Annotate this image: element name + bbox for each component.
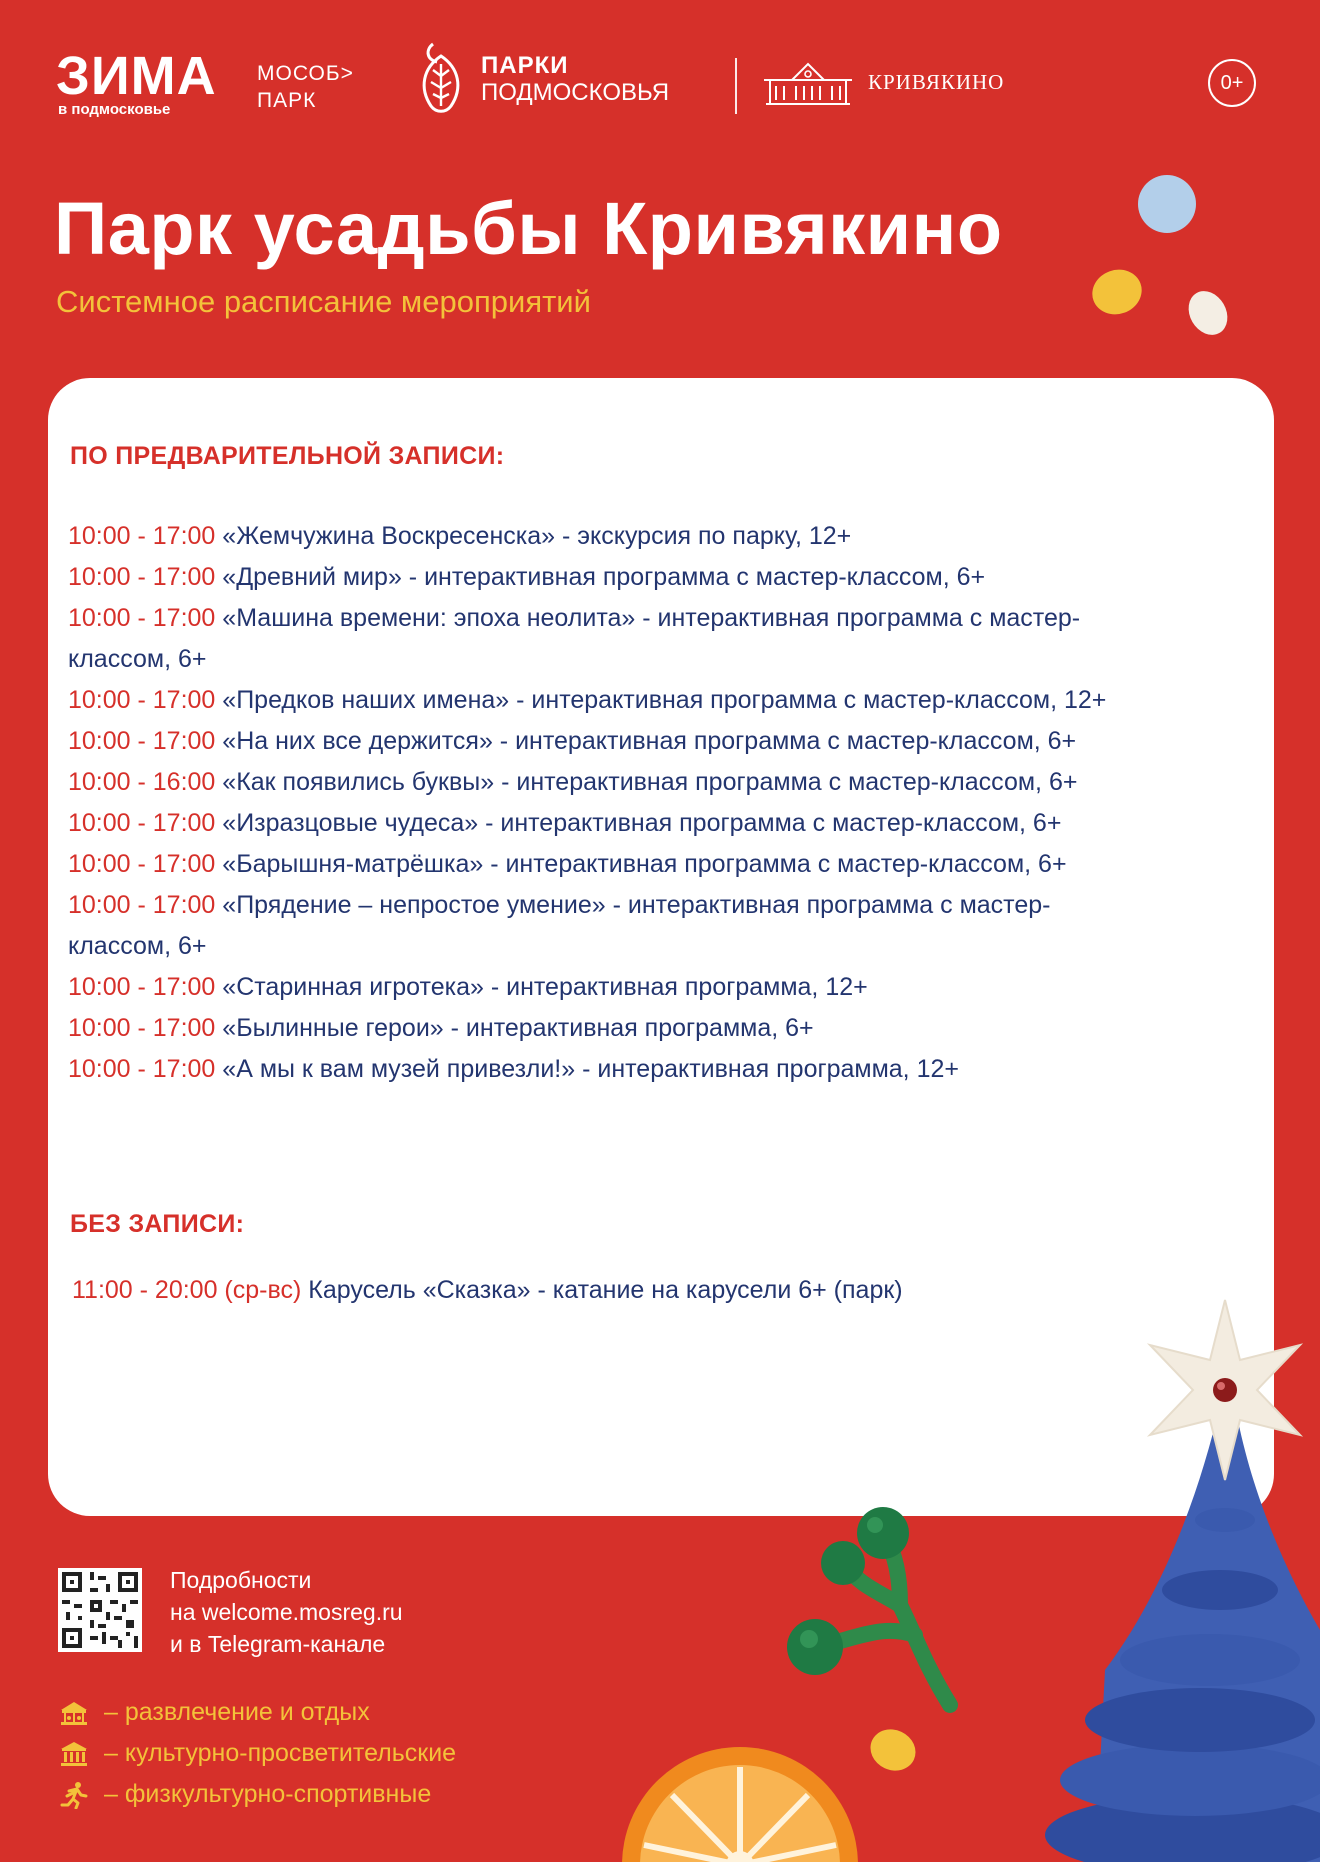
event-text: «Как появились буквы» - интерактивная программа с мастер-классом, 6+ xyxy=(215,768,1078,796)
mosobpark-logo-line2: ПАРК xyxy=(257,89,317,112)
mosobpark-logo-line1: МОСОБ> xyxy=(257,62,354,85)
legend xyxy=(56,1692,456,1815)
zima-logo xyxy=(56,46,217,118)
event-text: «Барышня-матрёшка» - интерактивная программа с мастер-классом, 6+ xyxy=(215,850,1067,878)
zima-logo-subtitle: в подмосковье xyxy=(58,101,171,118)
event-time: 10:00 - 17:00 xyxy=(68,1055,216,1083)
event-item xyxy=(68,844,1258,885)
qr-code[interactable] xyxy=(58,1568,142,1652)
free-heading: БЕЗ ЗАПИСИ: xyxy=(70,1210,245,1238)
event-item xyxy=(68,680,1128,721)
event-text: «А мы к вам музей привезли!» - интерактивная программа, 12+ xyxy=(215,1055,959,1083)
krivyakino-logo-name: КРИВЯКИНО xyxy=(868,69,1005,94)
event-item xyxy=(68,1049,1258,1090)
museum-icon xyxy=(56,1739,92,1769)
manor-house-icon xyxy=(762,56,854,108)
decor-dot xyxy=(1086,263,1148,321)
page-title: Парк усадьбы Кривякино xyxy=(54,187,1003,270)
event-item xyxy=(68,885,1108,967)
event-item xyxy=(68,721,1258,762)
prereg-heading: ПО ПРЕДВАРИТЕЛЬНОЙ ЗАПИСИ: xyxy=(70,442,505,470)
page-subtitle: Системное расписание мероприятий xyxy=(56,284,591,319)
event-item xyxy=(68,598,1148,680)
decor-dot xyxy=(1138,175,1196,233)
legend-label: – физкультурно-спортивные xyxy=(104,1780,432,1808)
details-line[interactable]: на welcome.mosreg.ru xyxy=(170,1599,403,1625)
legend-item xyxy=(56,1733,456,1774)
event-time: 11:00 - 20:00 (ср-вс) xyxy=(72,1276,302,1304)
event-text: «Былинные герои» - интерактивная программа, 6+ xyxy=(215,1014,814,1042)
running-person-icon xyxy=(56,1780,92,1810)
event-text: «Древний мир» - интерактивная программа с мастер-классом, 6+ xyxy=(215,563,986,591)
event-item xyxy=(68,516,1258,557)
carousel-icon xyxy=(56,1698,92,1728)
orange-slice-illustration xyxy=(620,1745,860,1862)
details-text xyxy=(170,1564,403,1660)
event-time: 10:00 - 17:00 xyxy=(68,850,216,878)
parki-logo-line2: ПОДМОСКОВЬЯ xyxy=(481,79,670,106)
christmas-tree-illustration xyxy=(995,1290,1320,1862)
free-event-item xyxy=(72,1276,903,1305)
event-text: «Предков наших имена» - интерактивная программа с мастер-классом, 12+ xyxy=(215,686,1107,714)
event-time: 10:00 - 17:00 xyxy=(68,686,216,714)
qr-code-pattern xyxy=(58,1568,142,1652)
event-time: 10:00 - 17:00 xyxy=(68,891,216,919)
event-item xyxy=(68,967,1258,1008)
event-item xyxy=(68,803,1258,844)
prereg-event-list xyxy=(68,516,1258,1090)
age-rating-badge: 0+ xyxy=(1208,59,1256,107)
details-line: и в Telegram-канале xyxy=(170,1631,386,1657)
details-line: Подробности xyxy=(170,1567,312,1593)
berry-branch-illustration xyxy=(765,1495,965,1715)
event-time: 10:00 - 17:00 xyxy=(68,522,216,550)
krivyakino-logo xyxy=(762,56,1004,108)
decor-dot xyxy=(1181,284,1235,342)
parki-logo-line1: ПАРКИ xyxy=(481,52,569,79)
legend-item xyxy=(56,1692,456,1733)
leaf-emblem-icon xyxy=(413,40,469,118)
event-time: 10:00 - 17:00 xyxy=(68,727,216,755)
event-text: «На них все держится» - интерактивная программа с мастер-классом, 6+ xyxy=(215,727,1077,755)
event-item xyxy=(68,1008,1258,1049)
event-text: Карусель «Сказка» - катание на карусели 6+ (парк) xyxy=(301,1276,903,1304)
legend-label: – культурно-просветительские xyxy=(104,1739,457,1767)
event-time: 10:00 - 17:00 xyxy=(68,973,216,1001)
event-text: «Жемчужина Воскресенска» - экскурсия по парку, 12+ xyxy=(215,522,852,550)
event-text: «Прядение – непростое умение» - интерактивная программа с мастер-классом, 6+ xyxy=(68,891,1051,960)
event-time: 10:00 - 17:00 xyxy=(68,563,216,591)
event-text: «Машина времени: эпоха неолита» - интерактивная программа с мастер-классом, 6+ xyxy=(68,604,1081,673)
legend-item xyxy=(56,1774,456,1815)
event-time: 10:00 - 17:00 xyxy=(68,809,216,837)
legend-label: – развлечение и отдых xyxy=(104,1698,370,1726)
event-text: «Изразцовые чудеса» - интерактивная программа с мастер-классом, 6+ xyxy=(215,809,1062,837)
zima-logo-title: ЗИМА xyxy=(56,46,217,106)
event-item xyxy=(68,557,1258,598)
decor-dot xyxy=(864,1722,923,1778)
logo-divider xyxy=(735,58,737,114)
event-text: «Старинная игротека» - интерактивная программа, 12+ xyxy=(215,973,868,1001)
event-time: 10:00 - 16:00 xyxy=(68,768,216,796)
mosobpark-logo xyxy=(257,60,354,114)
parki-podmoskovya-logo xyxy=(413,40,669,118)
event-time: 10:00 - 17:00 xyxy=(68,1014,216,1042)
event-item xyxy=(68,762,1258,803)
event-time: 10:00 - 17:00 xyxy=(68,604,216,632)
